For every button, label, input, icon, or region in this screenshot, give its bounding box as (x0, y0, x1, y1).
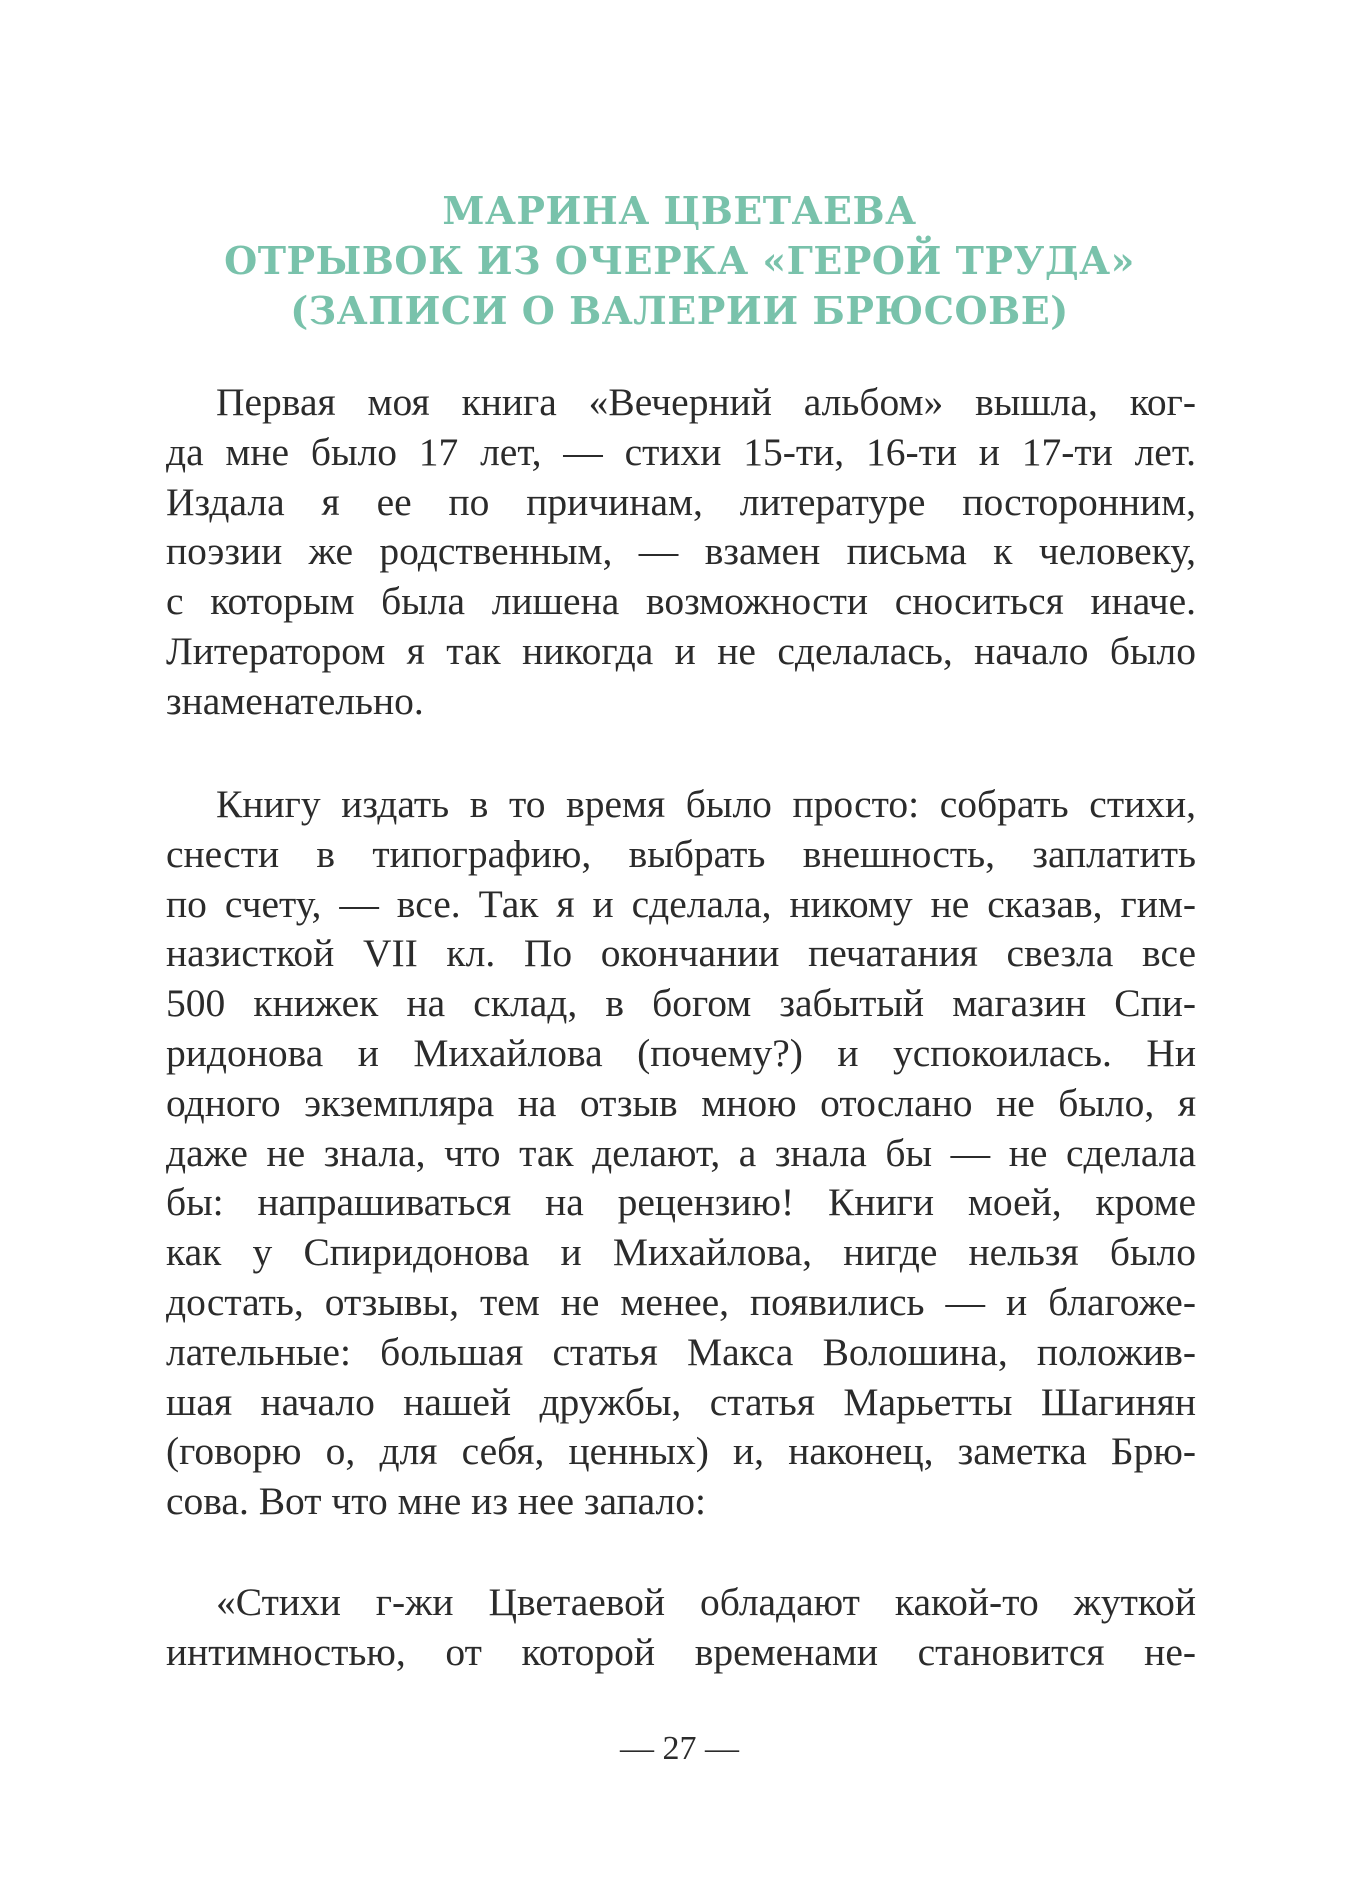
text-line: шая начало нашей дружбы, статья Марьетты Шагинян (166, 1379, 1196, 1424)
text-line: ридонова и Михайлова (почему?) и успокоилась. Ни (166, 1030, 1196, 1075)
text-line: сова. Вот что мне из нее запало: (166, 1479, 706, 1524)
text-line: 500 книжек на склад, в богом забытый магазин Спи- (166, 981, 1196, 1026)
text-line: лательные: большая статья Макса Волошина, положив- (166, 1329, 1196, 1374)
text-line: по счету, — все. Так я и сделала, никому не сказав, гим- (166, 881, 1196, 926)
text-line: Издала я ее по причинам, литературе посторонним, (166, 479, 1196, 524)
text-line: «Стихи г-жи Цветаевой обладают какой-то жуткой (216, 1580, 1196, 1624)
paragraph-1 (166, 378, 1196, 727)
paragraph-2 (166, 780, 1196, 1527)
page-number: — 27 — (620, 1730, 739, 1767)
text-line: с которым была лишена возможности сноситься иначе. (166, 579, 1196, 624)
text-line: достать, отзывы, тем не менее, появились — и благоже- (166, 1279, 1196, 1324)
text-line: снести в типографию, выбрать внешность, заплатить (166, 831, 1196, 876)
text-line: как у Спиридонова и Михайлова, нигде нельзя было (166, 1230, 1196, 1275)
text-line: знаменательно. (166, 678, 424, 723)
heading-subtitle: (ЗАПИСИ О ВАЛЕРИИ БРЮСОВЕ) (290, 288, 1069, 333)
text-line: да мне было 17 лет, — стихи 15-ти, 16-ти и 17-ти лет. (166, 429, 1196, 474)
text-line: (говорю о, для себя, ценных) и, наконец, заметка Брю- (166, 1429, 1196, 1474)
text-line: Первая моя книга «Вечерний альбом» вышла, ког- (216, 380, 1196, 424)
heading-title: ОТРЫВОК ИЗ ОЧЕРКА «ГЕРОЙ ТРУДА» (224, 238, 1135, 283)
text-line: интимностью, от которой временами становится не- (166, 1629, 1196, 1674)
text-line: одного экземпляра на отзыв мною отослано не было, я (166, 1080, 1196, 1125)
text-line: даже не знала, что так делают, а знала бы — не сделала (166, 1130, 1196, 1175)
text-line: бы: напрашиваться на рецензию! Книги моей, кроме (166, 1180, 1196, 1225)
chapter-heading (150, 186, 1209, 336)
text-line: Книгу издать в то время было просто: собрать стихи, (216, 782, 1196, 826)
text-line: назисткой VII кл. По окончании печатания свезла все (166, 931, 1196, 976)
heading-author: МАРИНА ЦВЕТАЕВА (442, 188, 917, 233)
paragraph-3-quote (166, 1578, 1196, 1678)
text-line: Литератором я так никогда и не сделалась, начало было (166, 628, 1196, 673)
text-line: поэзии же родственным, — взамен письма к человеку, (166, 529, 1196, 574)
